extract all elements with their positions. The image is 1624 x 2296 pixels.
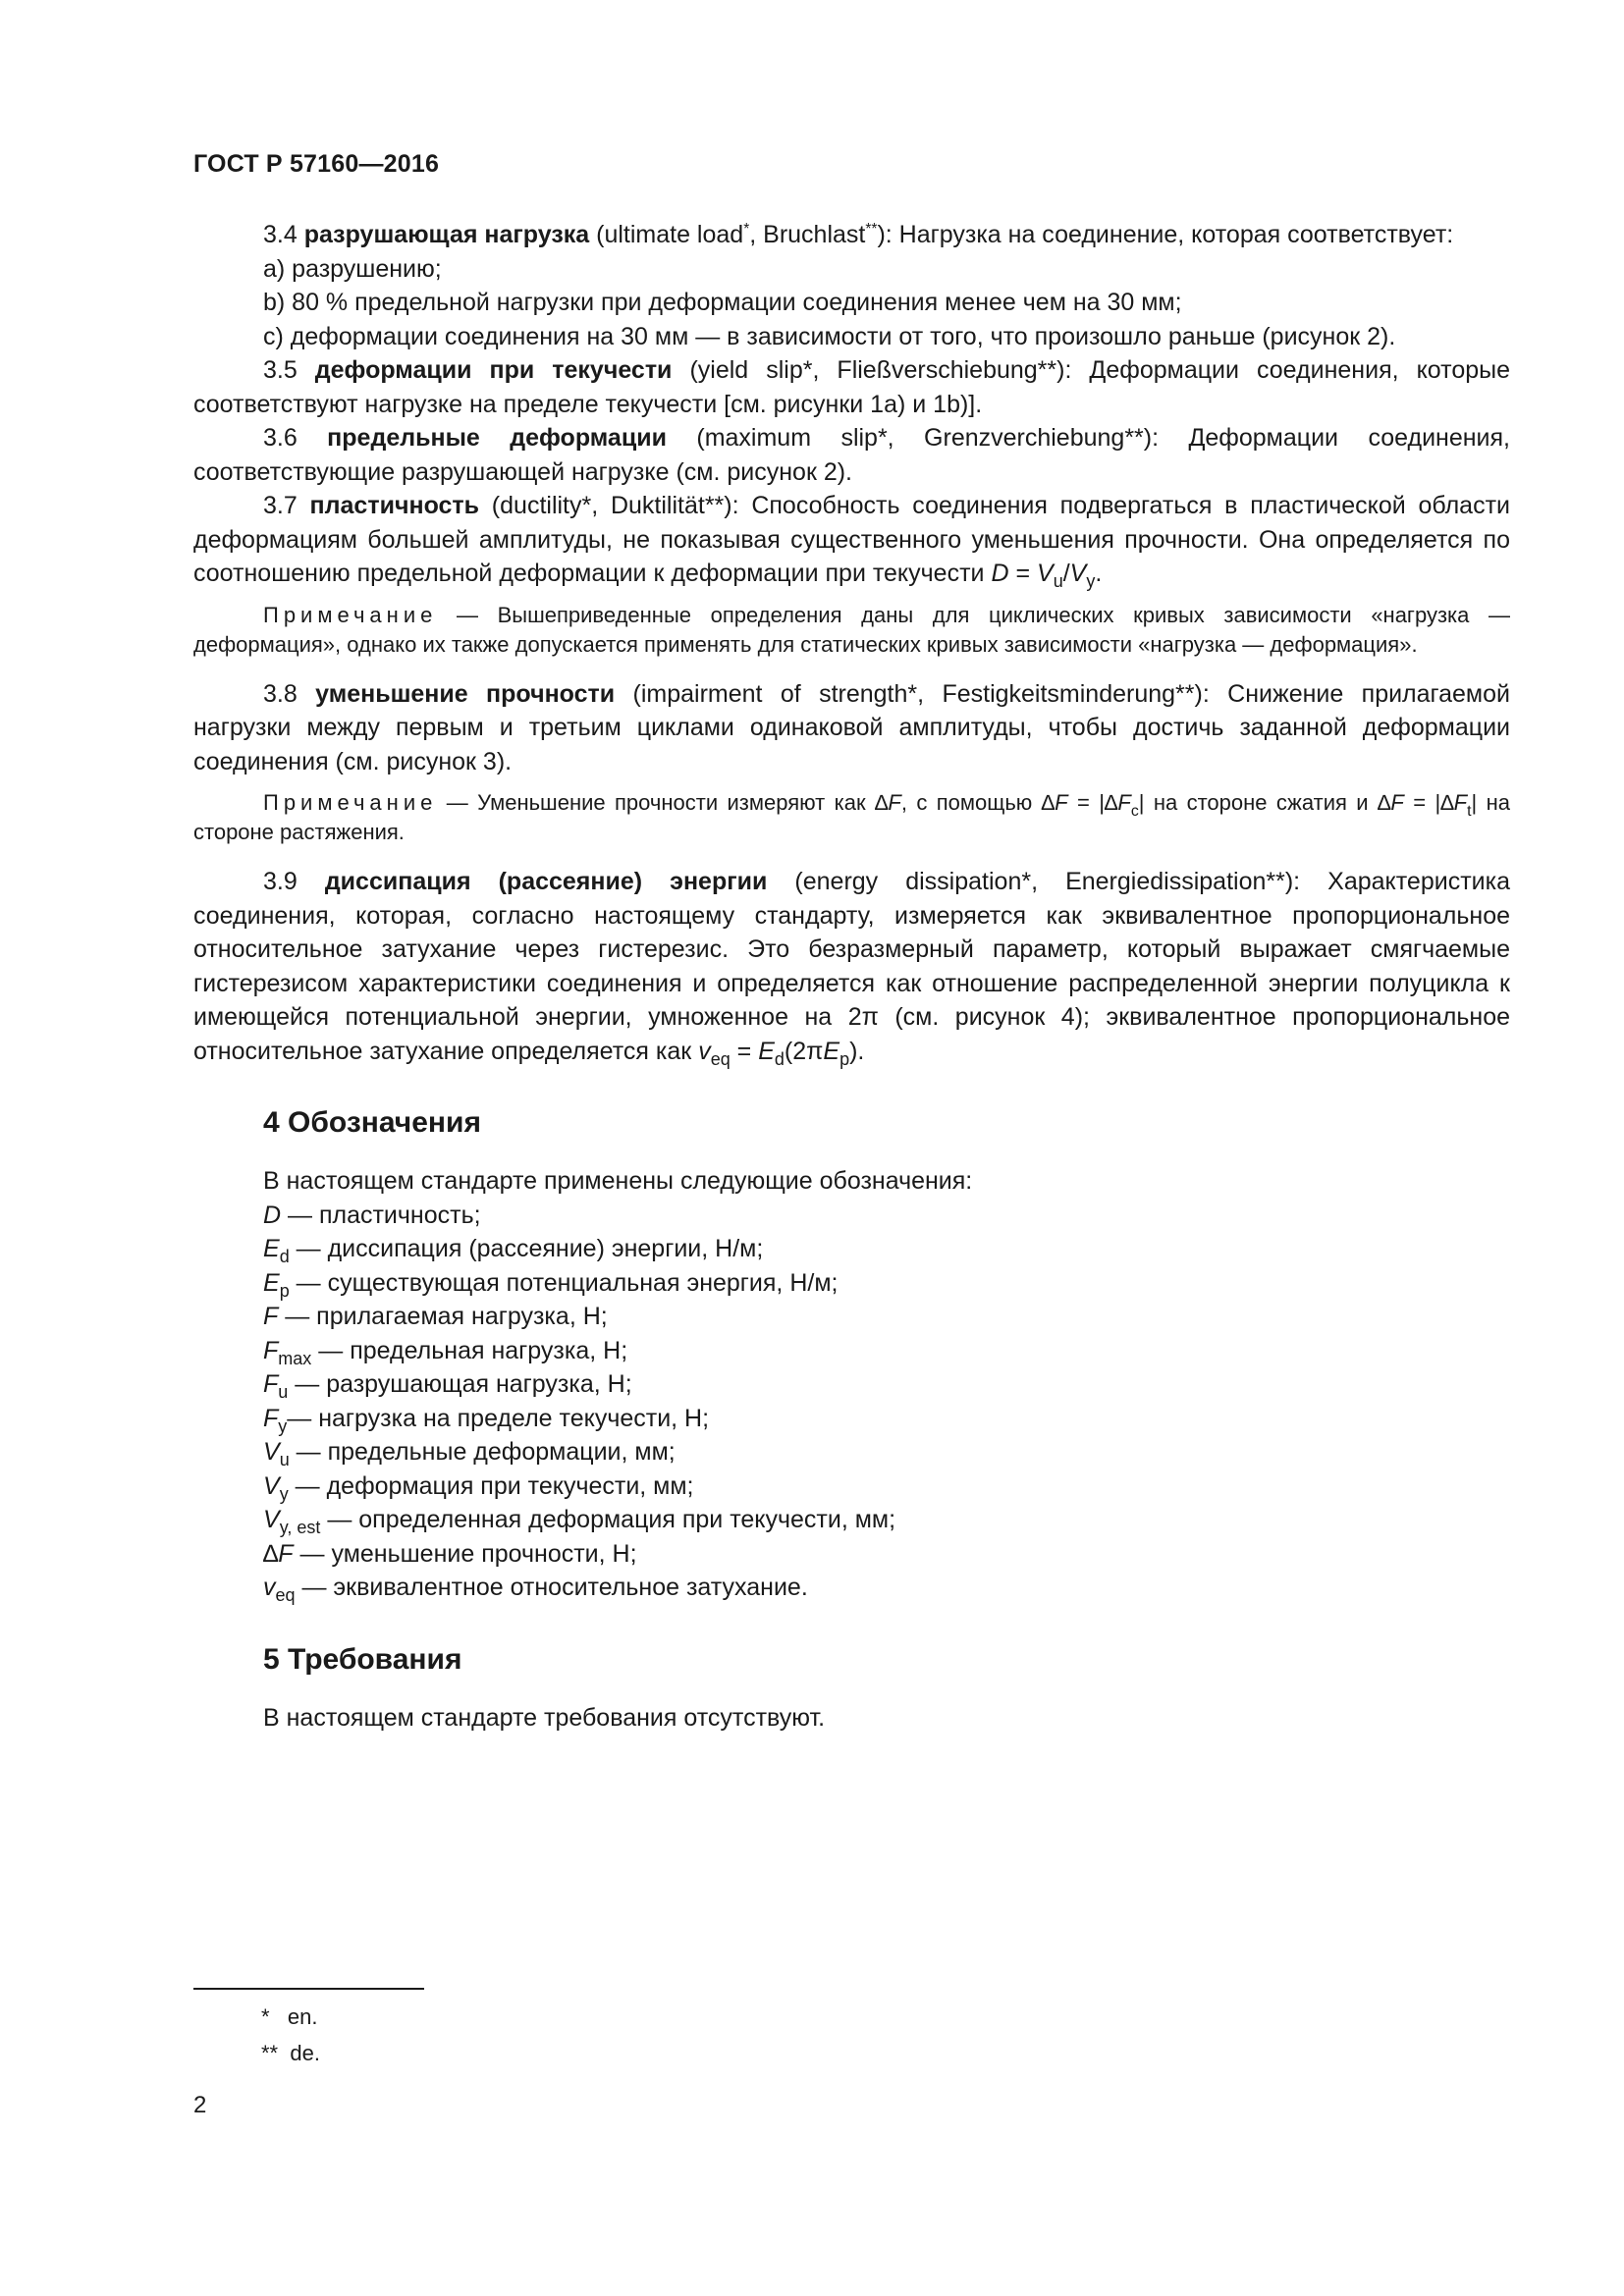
clause-number: 3.4 [263, 221, 304, 248]
clause-term: предельные деформации [327, 424, 667, 452]
footnote: * en. [261, 2004, 318, 2029]
clause-3-6: 3.6 предельные деформации (maximum slip*, Grenzverchiebung**): Деформации соединения, соответствующие разрушающей нагрузке (см. рисунок 2). [193, 424, 1510, 486]
symbol-item: $F_{max}$ — предельная нагрузка, Н; [263, 1336, 628, 1368]
clause-3-5: 3.5 деформации при текучести (yield slip*, Fließverschiebung**): Деформации соединения, которые соответствуют нагрузке на пределе текучести [см. рисунки 1a) и 1b)]. [193, 356, 1510, 418]
symbol-item: $V_y$ — деформация при текучести, мм; [263, 1471, 694, 1504]
note-label: Примечание [263, 790, 438, 815]
symbol-item: D — пластичность; [263, 1201, 481, 1229]
symbol-item: F — прилагаемая нагрузка, Н; [263, 1303, 608, 1330]
note-strength: Примечание — Уменьшение прочности измеряют как ∆F, с помощью $\Delta F = |\Delta F_c|$ на стороне сжатия и $\Delta F = |\Delta F_t|$ на стороне растяжения. [193, 790, 1510, 844]
footnote-mark: ** [865, 221, 878, 238]
section-intro: В настоящем стандарте применены следующие обозначения: [263, 1167, 973, 1195]
section-text: В настоящем стандарте требования отсутствуют. [263, 1703, 826, 1732]
clause-3-7: 3.7 пластичность (ductility*, Duktilität**): Способность соединения подвергаться в пластической области деформациям большей амплитуды, не показывая существенного уменьшения прочности. Она определяется по соотношению предельной деформации к деформации при текучести $D = V_u/V_y$. [193, 492, 1510, 591]
symbol-item: $V_u$ — предельные деформации, мм; [263, 1438, 676, 1469]
footnote-divider [193, 1988, 424, 1990]
list-item: a) разрушению; [263, 254, 442, 283]
clause-term: диссипация (рассеяние) энергии [324, 868, 768, 895]
list-item: b) 80 % предельной нагрузки при деформации соединения менее чем на 30 мм; [263, 289, 1182, 316]
symbol-item: $v_{eq}$ — эквивалентное относительное затухание. [263, 1574, 808, 1605]
section-title-requirements: 5 Требования [263, 1642, 462, 1676]
clause-3-9: 3.9 диссипация (рассеяние) энергии (energy dissipation*, Energiedissipation**): Характеристика соединения, которая, согласно настоящему стандарту, измеряется как эквивалентное пропорциональное относительное затухание через гистерезис. Это безразмерный параметр, который выражает смягчаемые гистерезисом характеристики соединения и определяется как отношение распределенной энергии полуцикла к имеющейся потенциальной энергии, умноженное на 2π (см. рисунок 4); эквивалентное пропорциональное относительное затухание определяется как $v_{eq} = E_d(2\pi E_p)$. [193, 868, 1510, 1069]
section-title-designations: 4 Обозначения [263, 1106, 481, 1139]
symbol-list [193, 1199, 1510, 1605]
footnote-mark: * [743, 221, 750, 238]
note-label: Примечание [263, 602, 438, 627]
symbol-item: $F_y—$ нагрузка на пределе текучести, Н; [263, 1404, 710, 1436]
clause-term: деформации при текучести [314, 356, 673, 384]
clause-term: разрушающая нагрузка [303, 221, 590, 248]
clause-term: уменьшение прочности [315, 679, 616, 708]
note-definitions: Примечание — Вышеприведенные определения даны для циклических кривых зависимости «нагрузка — деформация», однако их также допускается применять для статических кривых зависимости «нагрузка — деформация». [193, 602, 1510, 657]
document-header: ГОСТ Р 57160—2016 [193, 150, 440, 178]
document-body [193, 218, 1510, 1735]
symbol-item: $F_u$ — разрушающая нагрузка, Н; [263, 1370, 632, 1402]
footnotes [261, 1999, 320, 2071]
clause-3-8: 3.8 уменьшение прочности (impairment of strength*, Festigkeitsminderung**): Снижение прилагаемой нагрузки между первым и третьим циклами одинаковой амплитуды, чтобы достичь заданной деформации соединения (см. рисунок 3). [193, 679, 1510, 775]
clause-3-4: 3.4 разрушающая нагрузка (ultimate load*, Bruchlast**): Нагрузка на соединение, которая соответствует: [263, 221, 1454, 248]
page-number: 2 [193, 2092, 207, 2118]
footnote: ** de. [261, 2041, 320, 2065]
symbol-item: $E_d$ — диссипация (рассеяние) энергии, Н/м; [263, 1235, 764, 1266]
symbol-item: $V_{y, est}$ — определенная деформация при текучести, мм; [263, 1506, 896, 1537]
list-item: c) деформации соединения на 30 мм — в зависимости от того, что произошло раньше (рисунок 2). [263, 322, 1396, 350]
symbol-item: $E_p$ — существующая потенциальная энергия, Н/м; [263, 1268, 839, 1301]
clause-term: пластичность [309, 492, 480, 519]
symbol-item: ∆F — уменьшение прочности, Н; [263, 1539, 637, 1568]
